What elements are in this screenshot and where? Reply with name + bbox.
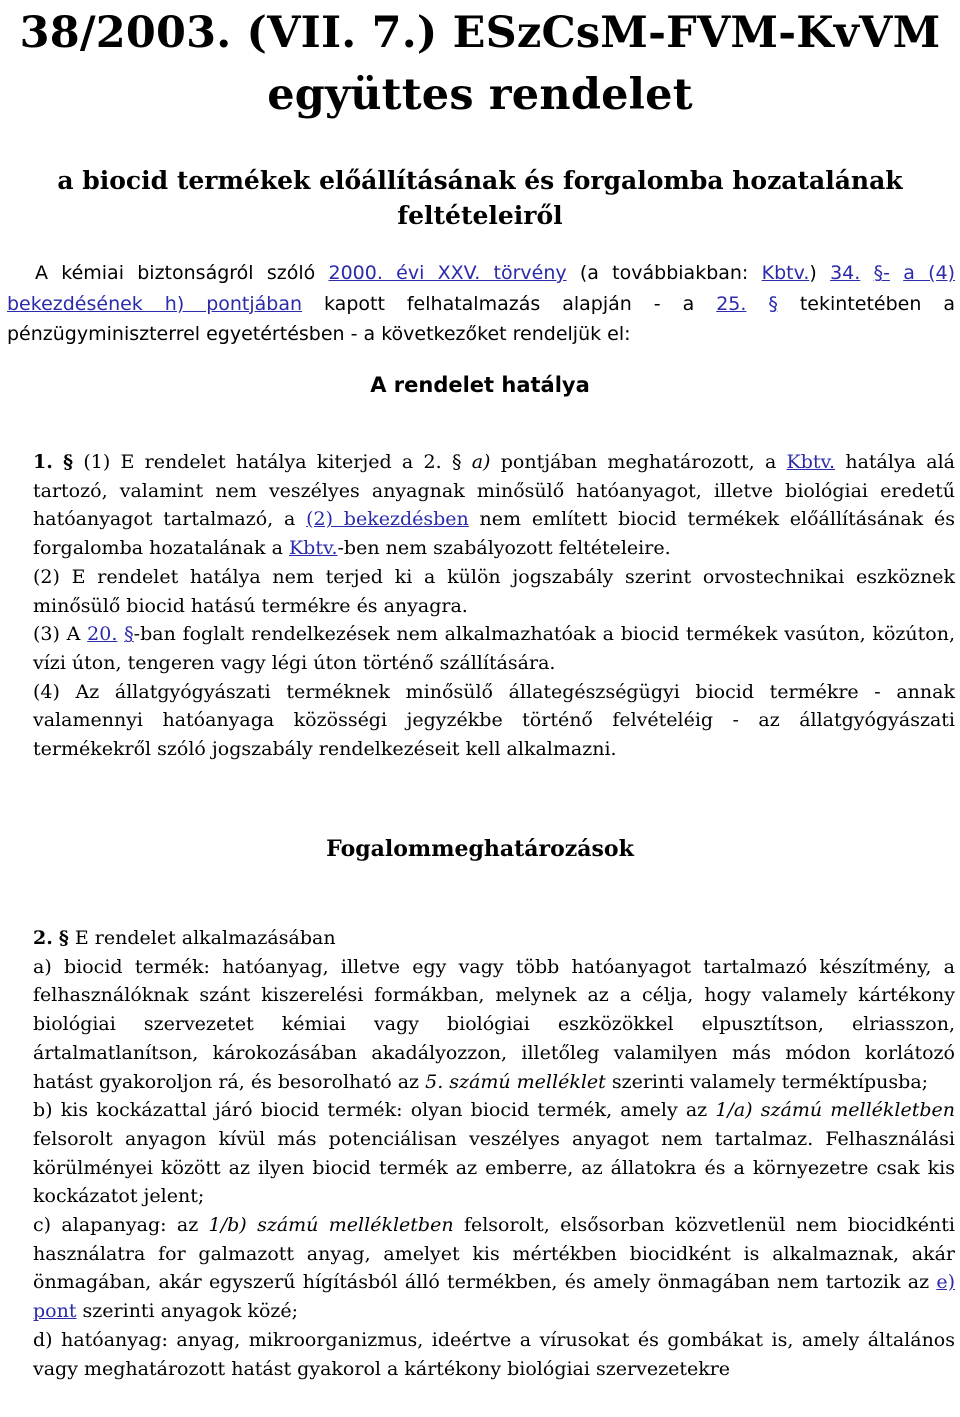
paragraph-text: E rendelet alkalmazásában (68, 927, 336, 949)
definition-b (5, 1096, 955, 1211)
section-sign: § (58, 927, 69, 949)
annex-reference: 5. számú melléklet (425, 1070, 606, 1093)
section-1-paragraph-4: (4) Az állatgyógyászati terméknek minősülő állategészségügyi biocid termékre - annak valamennyi hatóanyaga közösségi jegyzékbe történő felvételéig - az állatgyógyászati termékekről szóló jogszabály rendelkezéseit kell alkalmazni. (33, 680, 955, 761)
paragraph-space (461, 451, 471, 473)
preamble-space (890, 262, 903, 284)
section-1-paragraph-3 (5, 620, 955, 677)
paragraph-text: (3) A (33, 623, 88, 646)
preamble-text: kapott felhatalmazás alapján - a (302, 292, 717, 315)
section-20-link[interactable]: 20. (87, 623, 118, 646)
law-link[interactable]: 2000. évi XXV. törvény (328, 262, 567, 284)
kbtv-link[interactable]: Kbtv. (761, 262, 810, 284)
definition-text: b) kis kockázattal járó biocid termék: olyan biocid termék, amely az (33, 1099, 716, 1122)
kbtv-link[interactable]: Kbtv. (288, 537, 338, 560)
section-2-lead (5, 924, 955, 953)
definition-text: szerinti anyagok közé; (76, 1300, 299, 1323)
preamble-text: A kémiai biztonságról szóló (35, 262, 329, 284)
preamble-text: ) (809, 262, 831, 284)
section-heading-definitions: Fogalommeghatározások (326, 836, 634, 862)
page-title: 38/2003. (VII. 7.) ESzCsM-FVM-KvVM együttes rendelet (19, 8, 941, 120)
definition-a (5, 953, 955, 1097)
annex-reference: 1/a) számú mellékletben (715, 1099, 956, 1122)
section-2 (5, 924, 955, 1383)
section-20-sign-link[interactable]: § (124, 623, 134, 646)
preamble-space (746, 293, 768, 315)
paragraph-text: -ben nem szabályozott feltételeire. (337, 537, 671, 560)
section-34-sign-link[interactable]: §- (873, 262, 890, 284)
section-25-link[interactable]: 25. (716, 292, 747, 315)
definition-c (5, 1211, 955, 1326)
definition-d: d) hatóanyag: anyag, mikroorganizmus, ideértve a vírusokat és gombákat is, amely általános vagy meghatározott hatást gyakorol a kártékony biológiai szervezetekre (33, 1328, 955, 1380)
section-sign: § (63, 451, 74, 473)
point-reference: a) (471, 451, 491, 473)
point-e-link[interactable]: e) pont (33, 1271, 955, 1323)
paragraph-4h-link[interactable]: a (4) bekezdésének h) pontjában (7, 262, 956, 315)
definition-text: felsorolt anyagon kívül más potenciálisan veszélyes anyagot nem tartalmaz. Felhasználási körülményei között az ilyen biocid termék az emberre, az állatokra és a környezetre csak kis kockázatot jelent; (33, 1127, 955, 1208)
section-1 (5, 448, 955, 764)
preamble-text: tekintetében a pénzügyminiszterrel egyetértésben - a következőket rendeljük el: (7, 292, 955, 345)
preamble (7, 258, 955, 350)
paragraph-text: hatálya alá tartozó, valamint nem veszélyes anyagnak minősülő hatóanyagot, illetve biológiai eredetű hatóanyagot tartalmazó, a (33, 451, 956, 531)
paragraph-text: nem említett biocid termékek előállításának és forgalomba hozatalának a (33, 508, 955, 560)
definition-text: a) biocid termék: hatóanyag, illetve egy vagy több hatóanyagot tartalmazó készítmény, a felhasználóknak szánt kiszerelési formákban, melynek az a célja, hogy valamely kártékony biológiai szervezetet kémiai vagy biológiai eszközökkel elpusztítson, elriasszon, ártalmatlanítson, károkozásában akadályozzon, illetőleg valamilyen más módon korlátozó hatást gyakoroljon rá, és besorolható az (33, 955, 955, 1093)
section-25-sign-link[interactable]: § (768, 292, 778, 315)
paragraph-text: (1) E rendelet hatálya kiterjed a 2. (73, 451, 452, 473)
paragraph-2-link[interactable]: (2) bekezdésben (306, 508, 469, 531)
section-number: 2. (33, 927, 53, 949)
section-1-paragraph-2: (2) E rendelet hatálya nem terjed ki a külön jogszabály szerint orvostechnikai eszköznek minősülő biocid hatású termékre és anyagra. (33, 565, 955, 617)
section-sign: § (451, 451, 462, 473)
preamble-text: (a továbbiakban: (566, 262, 762, 284)
paragraph-text: pontjában meghatározott, a (490, 451, 787, 473)
paragraph-text: -ban foglalt rendelkezések nem alkalmazhatóak a biocid termékek vasúton, közúton, vízi úton, tengeren vagy légi úton történő szállítására. (33, 623, 955, 674)
section-number: 1. (33, 451, 53, 473)
document-subtitle: a biocid termékek előállításának és forgalomba hozatalának feltételeiről (57, 166, 903, 230)
kbtv-link[interactable]: Kbtv. (786, 451, 836, 473)
definition-text: felsorolt, elsősorban közvetlenül nem biocidkénti használatra for galmazott anyag, amelyet kis mértékben biocidként is alkalmaznak, akár önmagában, akár egyszerű hígításból álló termékben, és amely önmagában nem tartozik az (33, 1214, 955, 1294)
section-34-link[interactable]: 34. (830, 262, 861, 284)
definition-text: c) alapanyag: az (33, 1214, 209, 1237)
preamble-space (860, 262, 873, 284)
section-1-paragraph-1 (5, 448, 955, 563)
definition-text: szerinti valamely terméktípusba; (605, 1070, 929, 1093)
annex-reference: 1/b) számú mellékletben (208, 1214, 454, 1237)
section-heading-scope: A rendelet hatálya (370, 373, 590, 397)
